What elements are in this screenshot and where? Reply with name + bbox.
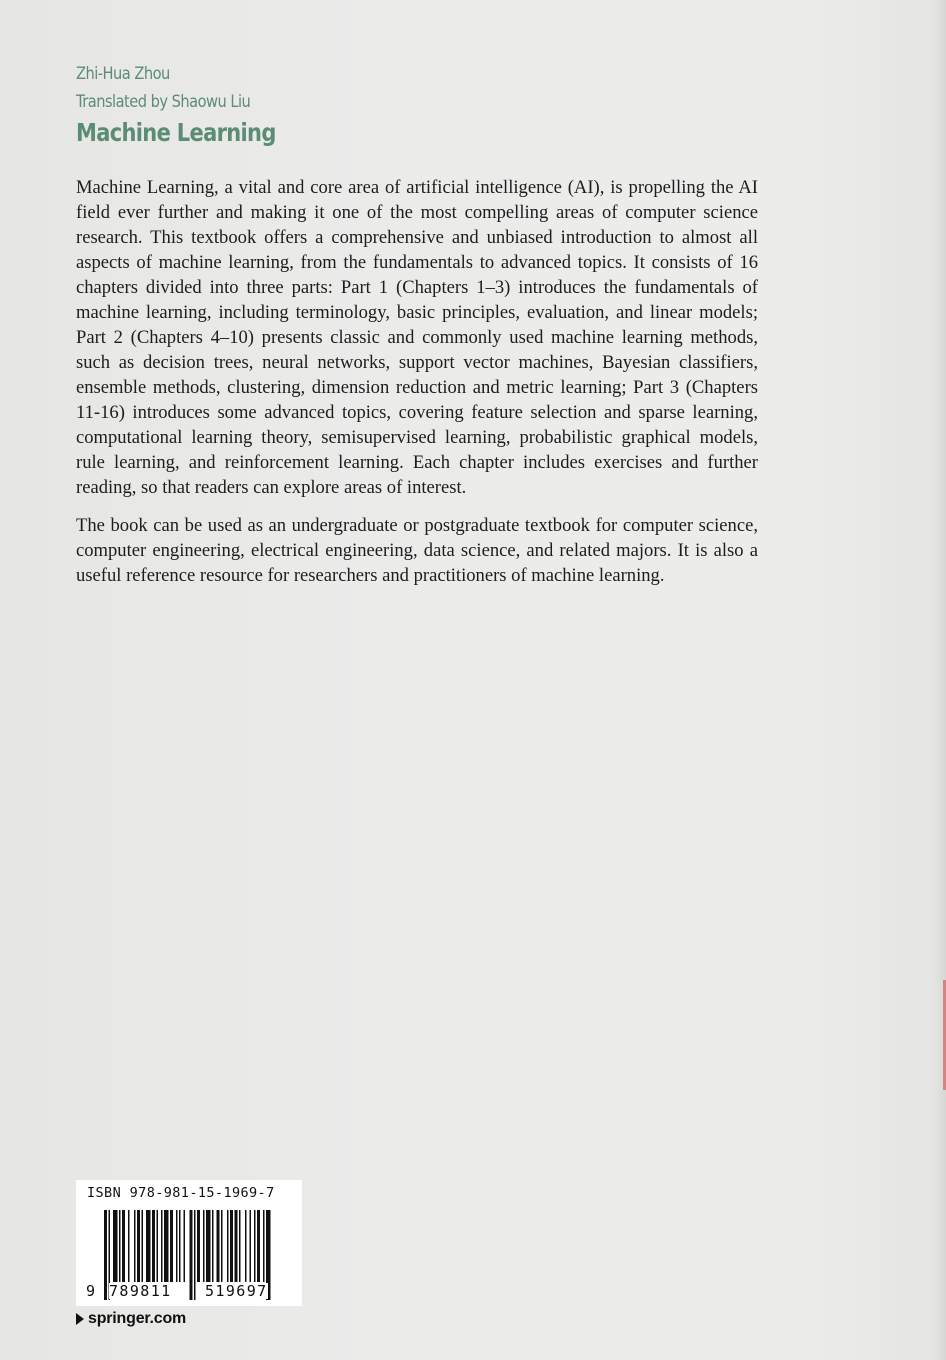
barcode-bar [203, 1210, 205, 1282]
barcode-bar [194, 1210, 196, 1300]
barcode-bar [179, 1210, 181, 1282]
barcode-bar [235, 1210, 238, 1282]
barcode-bar [245, 1210, 247, 1282]
isbn-barcode [76, 1180, 302, 1306]
barcode-bar [170, 1210, 173, 1282]
barcode-bar [217, 1210, 220, 1282]
description-paragraph-2: The book can be used as an undergraduate or postgraduate textbook for computer science, computer engineering, electrical engineering, data science, and related majors. It is also a useful reference resource for researchers and practitioners of machine learning. [76, 515, 758, 586]
barcode-bar [197, 1210, 200, 1282]
barcode-digit-first: 9 [86, 1282, 96, 1300]
barcode-bar [190, 1210, 193, 1300]
barcode-bar [250, 1210, 252, 1282]
book-title: Machine Learning [76, 118, 276, 147]
barcode-bar [230, 1210, 233, 1282]
barcode-bar [254, 1210, 256, 1282]
barcode-bar [257, 1210, 260, 1282]
barcode-bar [113, 1210, 118, 1282]
barcode-digits-right: 519697 [205, 1282, 268, 1300]
barcode-bar [239, 1210, 241, 1282]
barcode-bar [137, 1210, 140, 1282]
publisher-link[interactable] [76, 1310, 186, 1328]
barcode-bar [164, 1210, 169, 1282]
barcode-bar [128, 1210, 130, 1282]
translator-credit: Translated by Shaowu Liu [76, 92, 251, 112]
barcode-digits-left: 789811 [109, 1282, 172, 1300]
barcode-bar [122, 1210, 125, 1282]
barcode-bar [104, 1210, 107, 1300]
barcode-bar [119, 1210, 121, 1282]
page-edge-shadow [934, 0, 946, 1360]
barcode-bar [227, 1210, 229, 1282]
barcode-bar [134, 1210, 136, 1282]
barcode-bar [152, 1210, 155, 1282]
publisher-url[interactable]: springer.com [88, 1310, 187, 1327]
barcode-bar [184, 1210, 186, 1282]
barcode-bar [157, 1210, 159, 1282]
barcode-bar [206, 1210, 211, 1282]
barcode-bar [212, 1210, 214, 1282]
isbn-label: ISBN 978-981-15-1969-7 [87, 1185, 275, 1201]
barcode-bar [221, 1210, 223, 1282]
description-paragraph-1: Machine Learning, a vital and core area of artificial intelligence (AI), is propelling the AI field ever further and making it one of the most compelling areas of computer science research. This textbook offers a comprehensive and unbiased introduction to almost all aspects of machine learning, from the fundamentals to advanced topics. It consists of 16 chapters divided into three parts: Part 1 (Chapters 1–3) introduces the fundamentals of machine learning, including terminology, basic principles, evaluation, and linear models; Part 2 (Chapters 4–10) presents classic and commonly used machine learning methods, such as decision trees, neural networks, support vector machines, Bayesian classifiers, ensemble methods, clustering, dimension reduction and metric learning; Part 3 (Chapters 11-16) introduces some advanced topics, covering feature selection and sparse learning, computational learning theory, semisupervised learning, probabilistic graphical models, rule learning, and reinforcement learning. Each chapter includes exercises and further reading, so that readers can explore areas of interest. [76, 177, 758, 498]
author-name: Zhi-Hua Zhou [76, 64, 170, 84]
play-arrow-icon [76, 1313, 84, 1325]
barcode-bar [142, 1210, 144, 1282]
barcode-bar [146, 1210, 151, 1282]
barcode-bar [161, 1210, 163, 1282]
barcode-bar [176, 1210, 178, 1282]
barcode-bar [263, 1210, 265, 1282]
